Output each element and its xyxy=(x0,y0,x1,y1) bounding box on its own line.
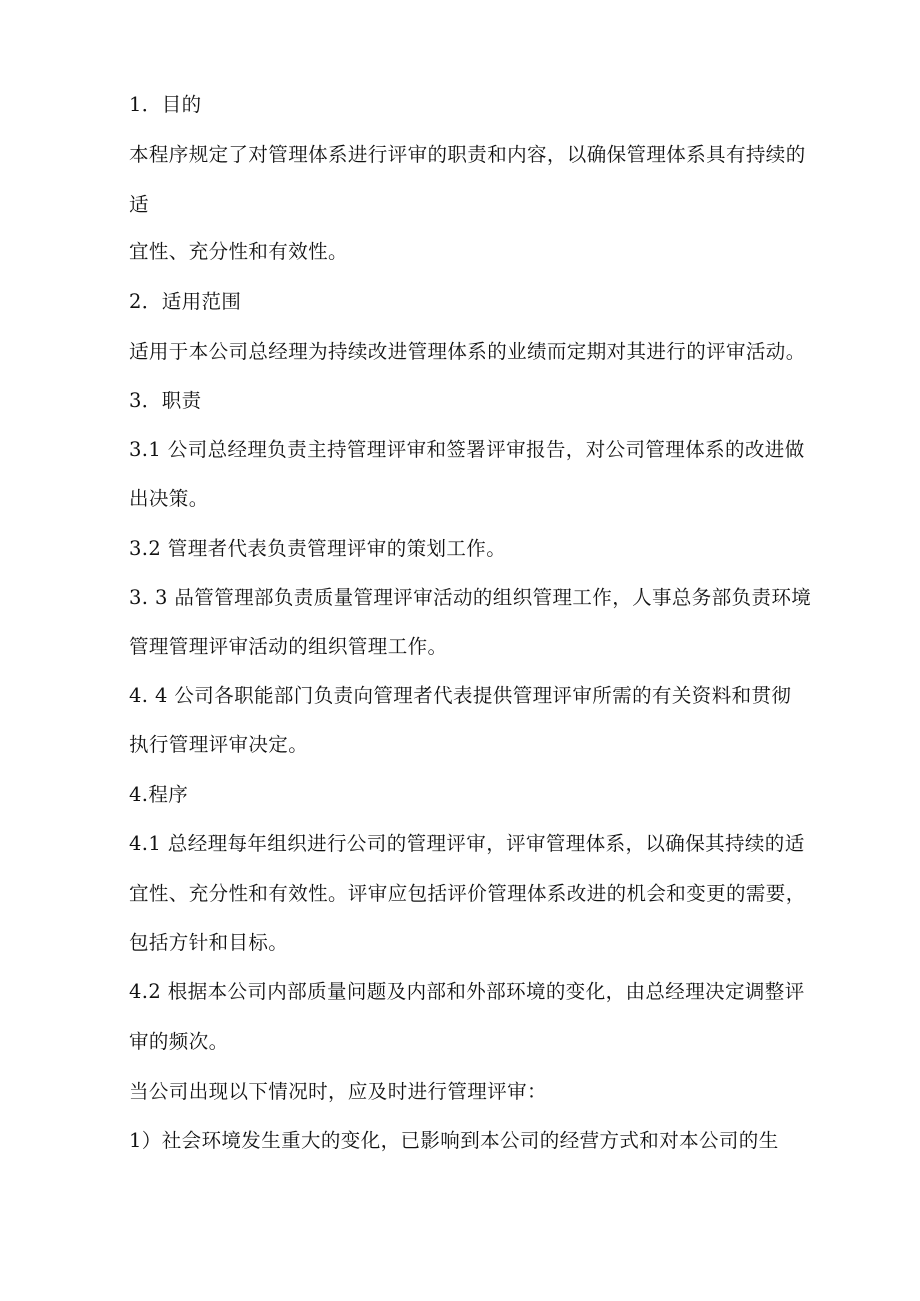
paragraph-line: 执行管理评审决定。 xyxy=(129,733,309,756)
heading-scope: 2．适用范围 xyxy=(129,290,242,313)
paragraph-line: 3.1 公司总经理负责主持管理评审和签署评审报告，对公司管理体系的改进做 xyxy=(129,438,805,461)
paragraph-line: 1）社会环境发生重大的变化，已影响到本公司的经营方式和对本公司的生 xyxy=(129,1129,779,1152)
paragraph-line: 宜性、充分性和有效性。评审应包括评价管理体系改进的机会和变更的需要， xyxy=(129,882,806,905)
paragraph-line: 当公司出现以下情况时，应及时进行管理评审： xyxy=(129,1080,547,1103)
paragraph-line: 4.1 总经理每年组织进行公司的管理评审，评审管理体系，以确保其持续的适 xyxy=(129,832,805,855)
paragraph-line: 管理管理评审活动的组织管理工作。 xyxy=(129,635,448,658)
paragraph-line: 适用于本公司总经理为持续改进管理体系的业绩而定期对其进行的评审活动。 xyxy=(129,340,806,363)
paragraph-line: 4.2 根据本公司内部质量问题及内部和外部环境的变化，由总经理决定调整评 xyxy=(129,980,805,1003)
paragraph-line: 宜性、充分性和有效性。 xyxy=(129,240,348,263)
paragraph-line: 包括方针和目标。 xyxy=(129,931,289,954)
paragraph-line: 本程序规定了对管理体系进行评审的职责和内容，以确保管理体系具有持续的 xyxy=(129,143,806,166)
paragraph-line: 3.2 管理者代表负责管理评审的策划工作。 xyxy=(129,537,507,560)
heading-responsibilities: 3．职责 xyxy=(129,389,202,412)
heading-procedure: 4.程序 xyxy=(129,783,189,806)
paragraph-line: 4. 4 公司各职能部门负责向管理者代表提供管理评审所需的有关资料和贯彻 xyxy=(129,684,792,707)
heading-purpose: 1．目的 xyxy=(129,93,202,116)
paragraph-line: 3. 3 品管管理部负责质量管理评审活动的组织管理工作，人事总务部负责环境 xyxy=(129,586,812,609)
paragraph-line: 审的频次。 xyxy=(129,1030,229,1053)
paragraph-line: 出决策。 xyxy=(129,487,209,510)
paragraph-line: 适 xyxy=(129,193,149,216)
